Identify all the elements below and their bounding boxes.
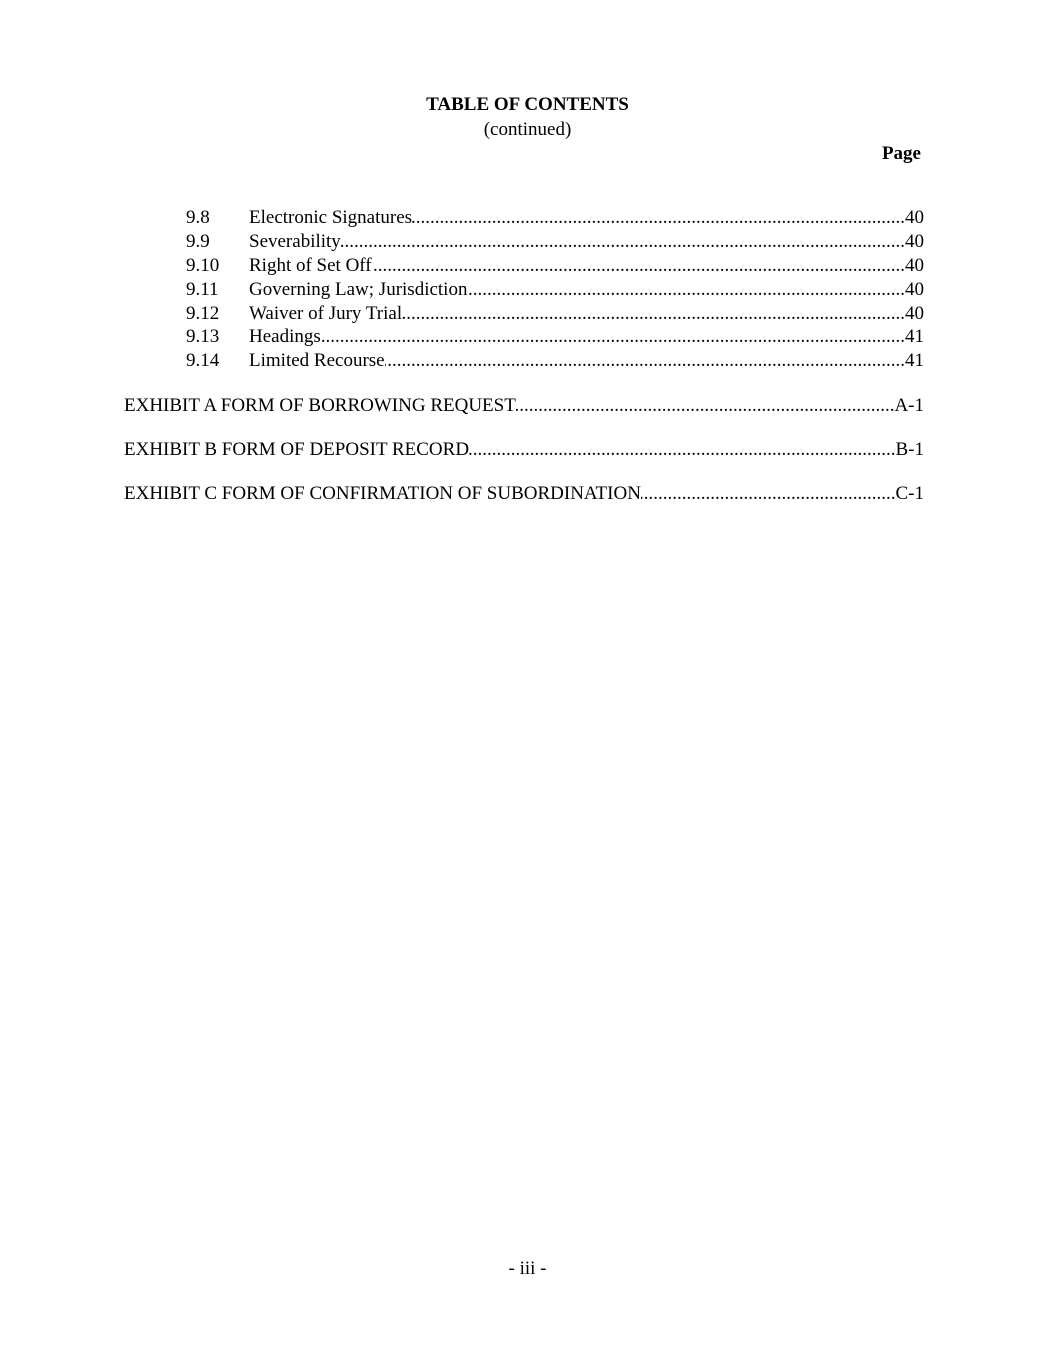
page-column-label: Page [881, 143, 921, 164]
toc-entry-9-8[interactable] [186, 207, 924, 229]
toc-entry-9-13[interactable] [186, 326, 924, 348]
section-page: 40 [905, 255, 924, 276]
section-title: Severability [249, 231, 341, 252]
dot-leader [469, 439, 895, 461]
dot-leader [467, 279, 905, 301]
toc-exhibit-a[interactable] [124, 395, 924, 417]
section-title: Right of Set Off [249, 255, 372, 276]
section-title: Headings [249, 326, 321, 347]
toc-exhibit-b[interactable] [124, 439, 924, 461]
dot-leader [641, 483, 896, 505]
section-page: 40 [905, 207, 924, 228]
section-page: 40 [905, 231, 924, 252]
exhibit-title: EXHIBIT B FORM OF DEPOSIT RECORD [124, 439, 470, 460]
section-number: 9.13 [186, 326, 220, 347]
section-page: 41 [905, 326, 924, 347]
section-title: Waiver of Jury Trial [249, 303, 403, 324]
section-page: 40 [905, 279, 924, 300]
toc-subtitle: (continued) [483, 119, 572, 140]
exhibit-page: B-1 [895, 439, 924, 460]
section-number: 9.9 [186, 231, 210, 252]
exhibit-page: C-1 [895, 483, 924, 504]
section-page: 41 [905, 350, 924, 371]
dot-leader [341, 231, 905, 253]
page-footer-number: - iii - [508, 1258, 547, 1279]
section-number: 9.12 [186, 303, 220, 324]
dot-leader [372, 255, 905, 277]
toc-entry-9-11[interactable] [186, 279, 924, 301]
toc-entry-9-9[interactable] [186, 231, 924, 253]
section-page: 40 [905, 303, 924, 324]
section-title: Electronic Signatures [249, 207, 413, 228]
section-number: 9.14 [186, 350, 220, 371]
dot-leader [402, 303, 905, 325]
toc-entry-9-14[interactable] [186, 350, 924, 372]
toc-title: TABLE OF CONTENTS [426, 94, 629, 115]
exhibit-title: EXHIBIT A FORM OF BORROWING REQUEST [124, 395, 516, 416]
exhibit-title: EXHIBIT C FORM OF CONFIRMATION OF SUBORDINATION [124, 483, 641, 504]
dot-leader [412, 207, 905, 229]
section-title: Governing Law; Jurisdiction [249, 279, 468, 300]
dot-leader [321, 326, 905, 348]
section-number: 9.10 [186, 255, 220, 276]
dot-leader [385, 350, 905, 372]
section-title: Limited Recourse [249, 350, 385, 371]
section-number: 9.11 [186, 279, 219, 300]
toc-entry-9-10[interactable] [186, 255, 924, 277]
exhibit-page: A-1 [894, 395, 924, 416]
section-number: 9.8 [186, 207, 210, 228]
toc-entry-9-12[interactable] [186, 303, 924, 325]
dot-leader [516, 395, 895, 417]
toc-exhibit-c[interactable] [124, 483, 924, 505]
